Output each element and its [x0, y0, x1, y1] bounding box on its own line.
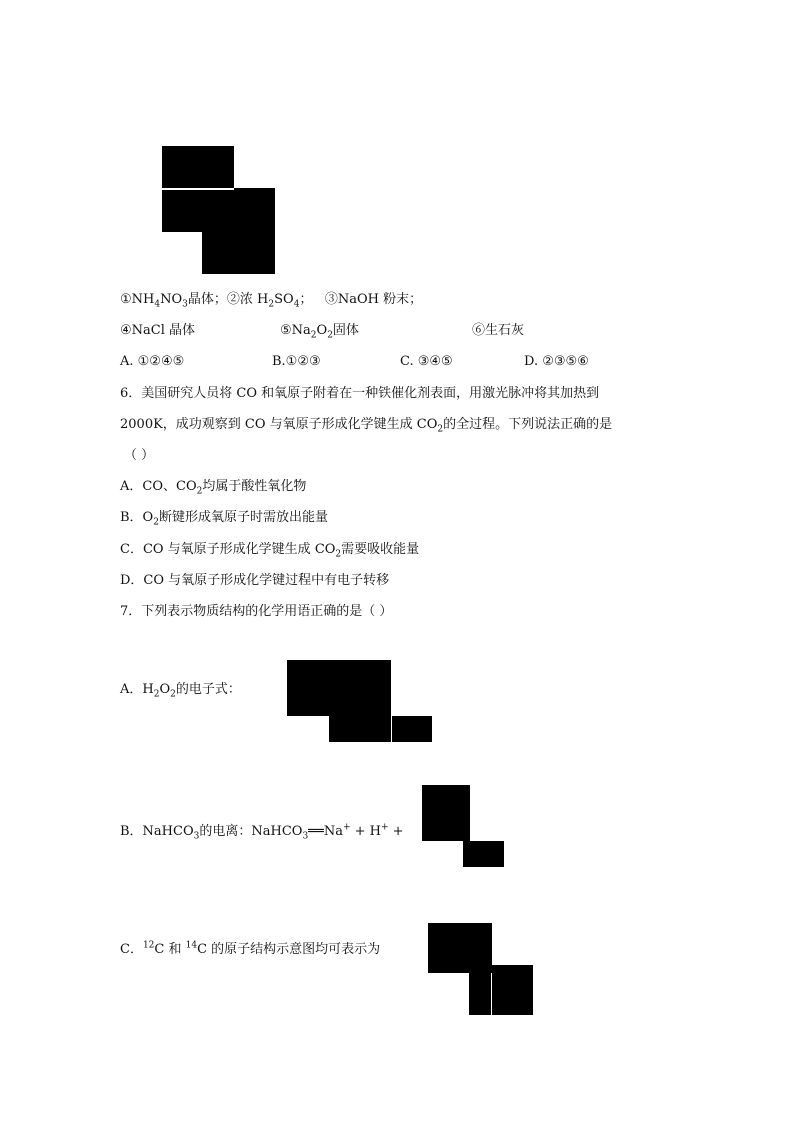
figure-block — [234, 188, 275, 274]
q7-stem: 7．下列表示物质结构的化学用语正确的是（ ） — [120, 604, 393, 619]
figure-block — [202, 232, 234, 274]
figure-block — [162, 190, 234, 232]
q7-option-a: A．$H_2O_2$的电子式： — [120, 682, 241, 700]
q5-option-c: C. ③④⑤ — [400, 354, 453, 369]
q5-items-row1: $①NH_4NO_3$晶体；②浓 $H_2SO_4$； ③NaOH 粉末； — [120, 292, 423, 310]
q6-option-d: D．CO 与氧原子形成化学键过程中有电子转移 — [120, 573, 390, 588]
q7-option-c: C．$^{12}$C 和 $^{14}$C 的原子结构示意图均可表示为 — [120, 940, 381, 957]
q7-option-b: B．NaHCO$_3$的电离：NaHCO$_3$══Na+ + H+ + — [120, 822, 404, 842]
q5-option-b: B.①②③ — [272, 354, 321, 369]
q6-option-a: A．CO、$CO_2$均属于酸性氧化物 — [120, 479, 307, 497]
figure-block — [162, 146, 234, 188]
q5-option-d: D. ②③⑤⑥ — [524, 354, 589, 369]
q6-answer-blank: （ ） — [124, 448, 155, 463]
q6-option-c: C．CO 与氧原子形成化学键生成 $CO_2$需要吸收能量 — [120, 542, 420, 560]
q6-option-b: B．$O_2$断键形成氧原子时需放出能量 — [120, 510, 328, 528]
q6-stem-line1: 6．美国研究人员将 CO 和氧原子附着在一种铁催化剂表面，用激光脉冲将其加热到 — [120, 386, 600, 401]
q5-option-a: A. ①②④⑤ — [120, 354, 185, 369]
q6-stem-line2: 2000K，成功观察到 CO 与氧原子形成化学键生成 $CO_2$的全过程。下列说法正确的是 — [120, 417, 613, 435]
